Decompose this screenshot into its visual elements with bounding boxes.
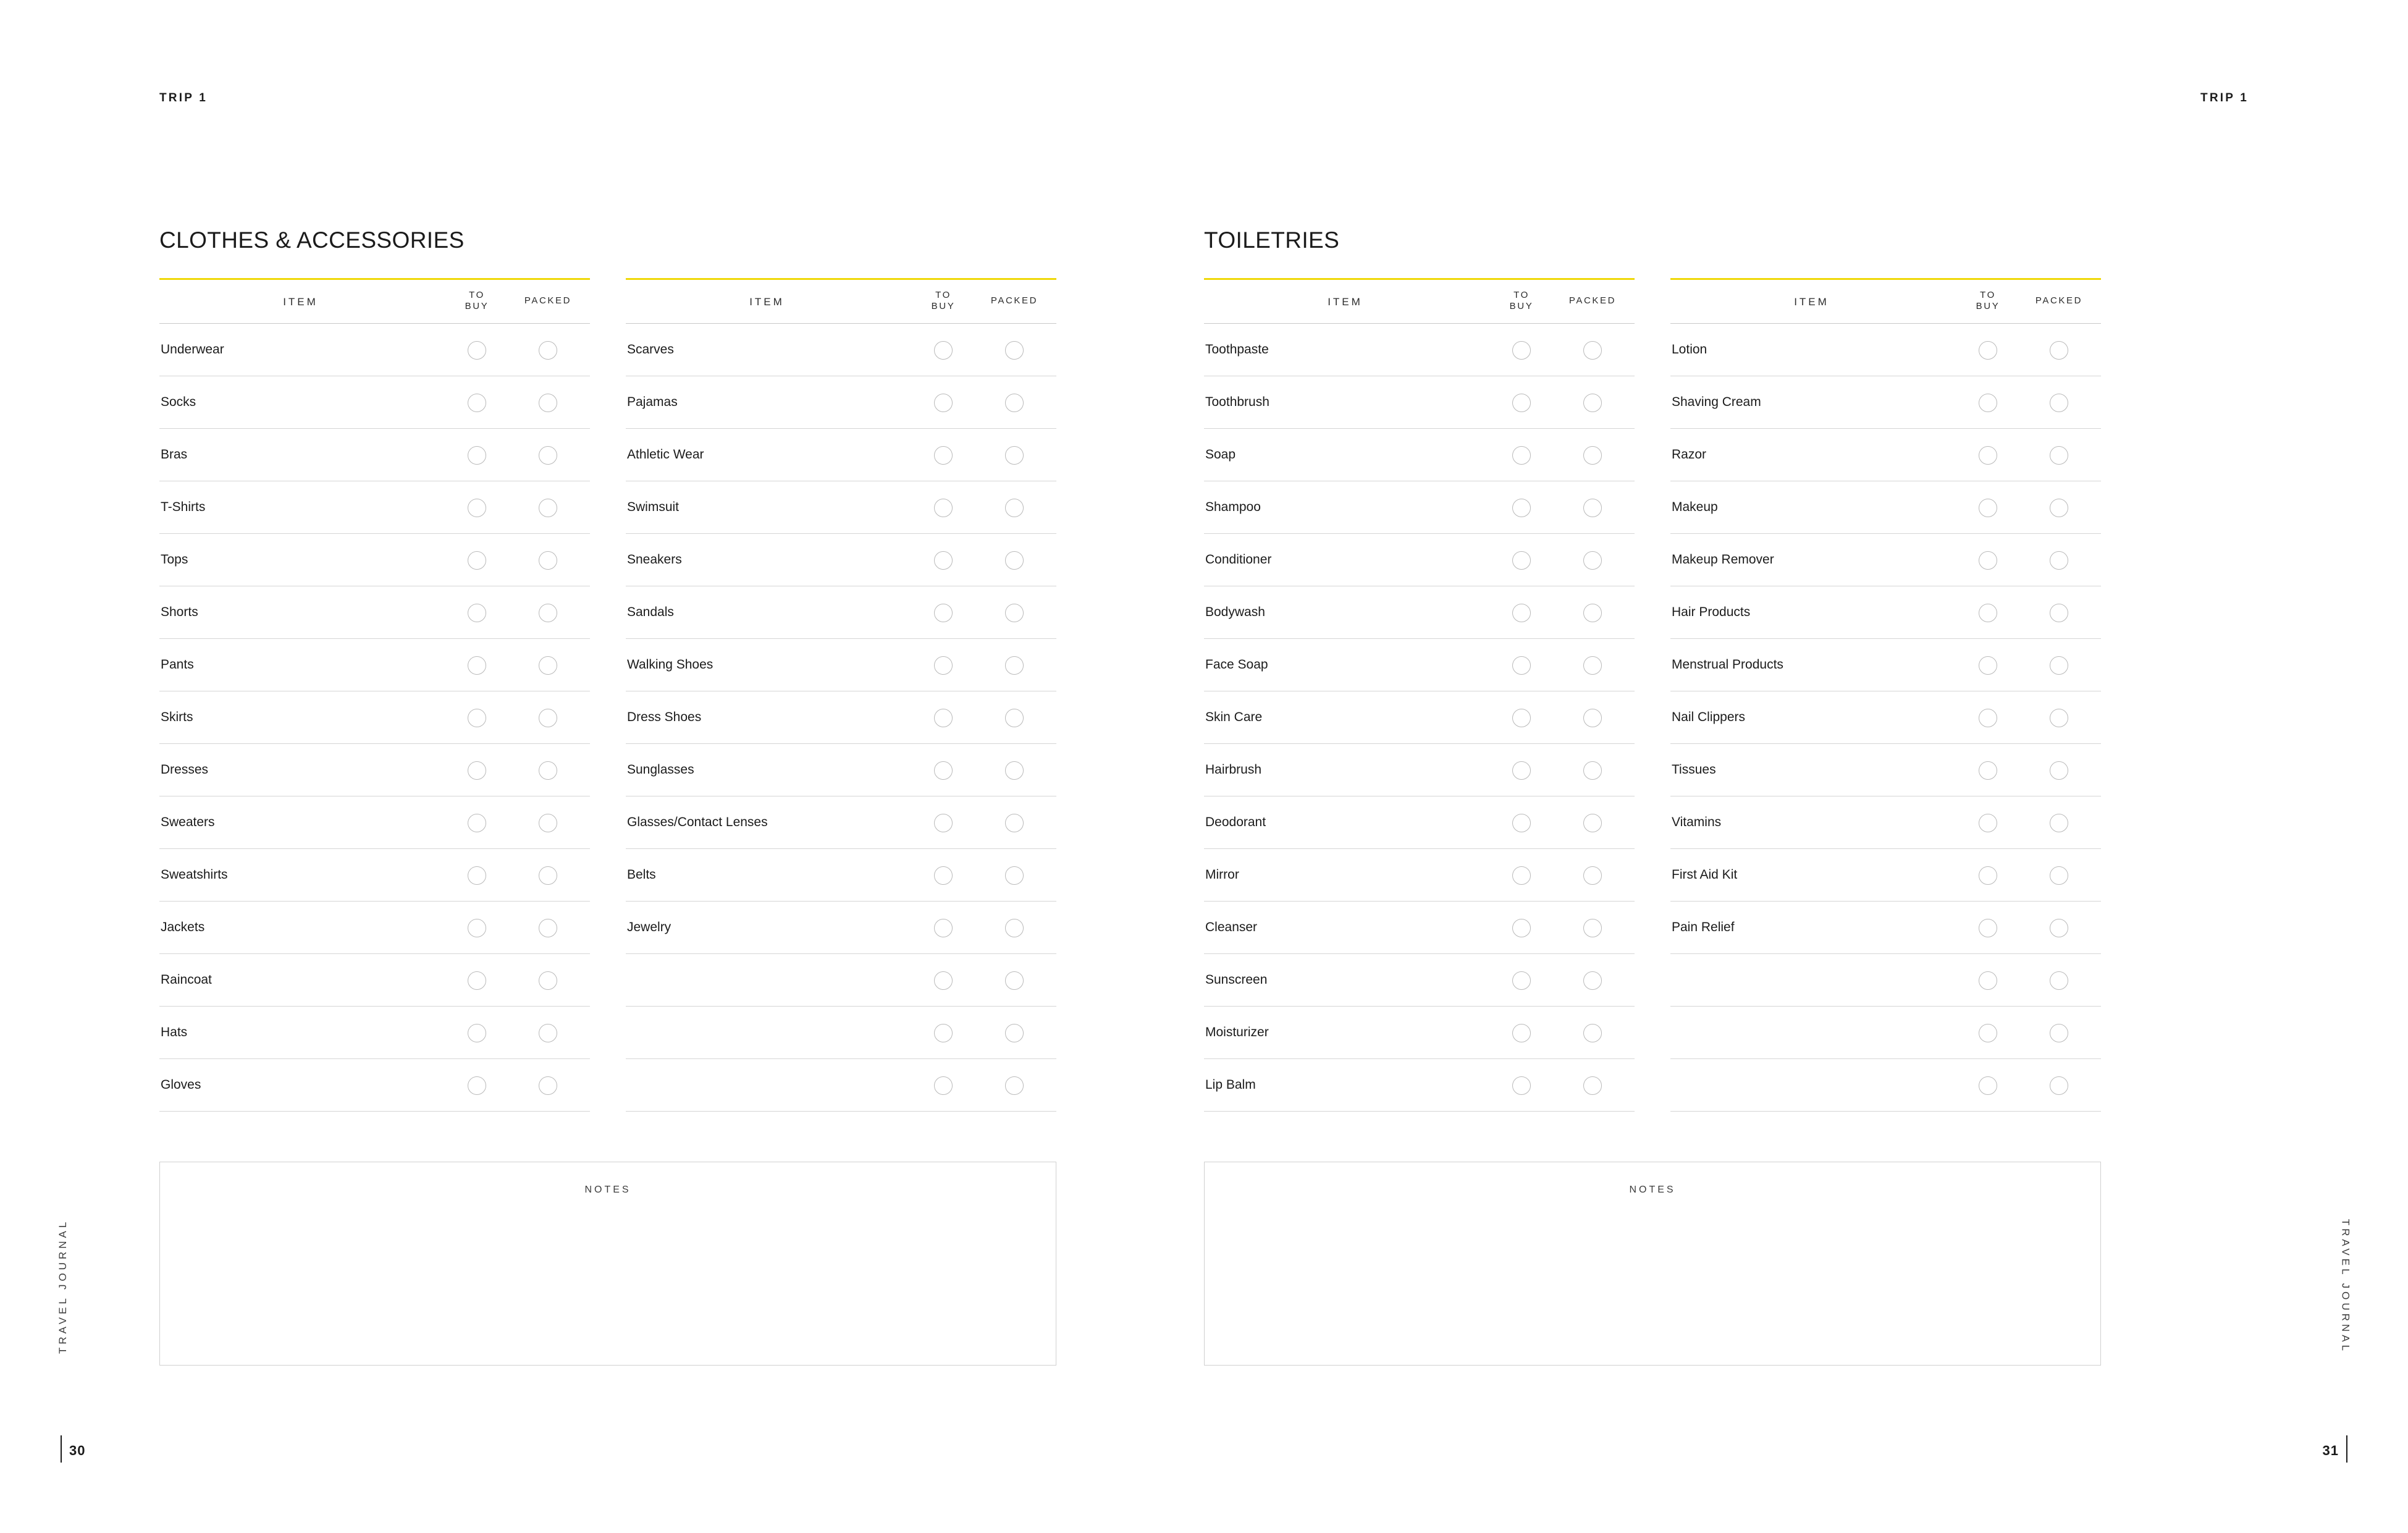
table-row (626, 849, 1056, 902)
to-buy-checkbox[interactable] (934, 761, 953, 780)
packed-checkbox[interactable] (1005, 866, 1024, 885)
to-buy-checkbox[interactable] (1979, 971, 1997, 990)
table-row (1670, 691, 2101, 744)
table-row (159, 849, 590, 902)
item-label: Jewelry (627, 920, 671, 934)
checklist-column-clothes-1 (159, 278, 590, 1112)
packed-checkbox[interactable] (1005, 394, 1024, 412)
to-buy-checkbox[interactable] (468, 761, 486, 780)
to-buy-checkbox[interactable] (934, 499, 953, 517)
to-buy-checkbox[interactable] (1512, 709, 1531, 727)
table-row (1204, 481, 1635, 534)
packed-checkbox[interactable] (539, 446, 557, 465)
page-title-right: TOILETRIES (1204, 227, 1340, 253)
packed-checkbox[interactable] (1583, 761, 1602, 780)
header-item: ITEM (283, 296, 318, 308)
packed-checkbox[interactable] (539, 814, 557, 832)
table-row (159, 376, 590, 429)
header-to-buy-line2: BUY (1976, 301, 2000, 311)
to-buy-checkbox[interactable] (1512, 604, 1531, 622)
column-header (159, 278, 590, 324)
side-label-left: TRAVEL JOURNAL (57, 1218, 69, 1354)
table-row (1204, 376, 1635, 429)
header-to-buy (1966, 290, 2010, 312)
table-row (1670, 534, 2101, 586)
packed-checkbox[interactable] (539, 499, 557, 517)
to-buy-checkbox[interactable] (1979, 551, 1997, 570)
to-buy-checkbox[interactable] (1979, 866, 1997, 885)
notes-label: NOTES (1629, 1185, 1676, 1195)
item-label: Glasses/Contact Lenses (627, 815, 768, 829)
item-label: T-Shirts (161, 500, 206, 514)
to-buy-checkbox[interactable] (1512, 1076, 1531, 1095)
to-buy-checkbox[interactable] (1979, 919, 1997, 937)
header-packed: PACKED (990, 295, 1038, 306)
to-buy-checkbox[interactable] (1979, 761, 1997, 780)
column-header (1670, 278, 2101, 324)
item-label: Gloves (161, 1078, 201, 1092)
packed-checkbox[interactable] (539, 604, 557, 622)
item-label: Mirror (1205, 868, 1239, 882)
page-title-left: CLOTHES & ACCESSORIES (159, 227, 465, 253)
packed-checkbox[interactable] (1005, 971, 1024, 990)
item-label: Sunscreen (1205, 973, 1268, 987)
item-label: Menstrual Products (1672, 657, 1783, 672)
item-label: Toothpaste (1205, 342, 1269, 357)
page-number-rule-right (2346, 1435, 2347, 1463)
packed-checkbox[interactable] (1583, 1076, 1602, 1095)
page-number-rule-left (61, 1435, 62, 1463)
item-label: Lotion (1672, 342, 1707, 357)
column-header (626, 278, 1056, 324)
to-buy-checkbox[interactable] (1979, 814, 1997, 832)
table-row (1670, 954, 2101, 1007)
to-buy-checkbox[interactable] (934, 341, 953, 360)
to-buy-checkbox[interactable] (934, 1024, 953, 1042)
to-buy-checkbox[interactable] (934, 971, 953, 990)
notes-label: NOTES (584, 1185, 631, 1195)
packed-checkbox[interactable] (1005, 919, 1024, 937)
packed-checkbox[interactable] (2050, 394, 2068, 412)
header-packed: PACKED (1568, 295, 1617, 306)
to-buy-checkbox[interactable] (468, 446, 486, 465)
packed-checkbox[interactable] (2050, 971, 2068, 990)
table-row (159, 481, 590, 534)
table-row (1204, 639, 1635, 691)
table-row (1670, 481, 2101, 534)
table-row (159, 586, 590, 639)
to-buy-checkbox[interactable] (1979, 1024, 1997, 1042)
item-label: Sandals (627, 605, 674, 619)
table-row (1204, 796, 1635, 849)
header-item: ITEM (749, 296, 785, 308)
table-row (626, 376, 1056, 429)
checklist-columns-right (1204, 278, 2101, 1112)
item-label: Shorts (161, 605, 198, 619)
to-buy-checkbox[interactable] (1979, 446, 1997, 465)
item-label: First Aid Kit (1672, 868, 1738, 882)
packed-checkbox[interactable] (539, 656, 557, 675)
item-label: Shaving Cream (1672, 395, 1761, 409)
table-row (626, 796, 1056, 849)
table-row (159, 1007, 590, 1059)
to-buy-checkbox[interactable] (468, 919, 486, 937)
table-row (626, 324, 1056, 376)
header-to-buy-line2: BUY (1509, 301, 1534, 311)
packed-checkbox[interactable] (539, 1076, 557, 1095)
to-buy-checkbox[interactable] (1979, 341, 1997, 360)
item-label: Athletic Wear (627, 447, 704, 462)
to-buy-checkbox[interactable] (468, 1076, 486, 1095)
packed-checkbox[interactable] (2050, 1076, 2068, 1095)
table-row (1670, 902, 2101, 954)
table-row (1670, 796, 2101, 849)
item-label: Makeup (1672, 500, 1718, 514)
packed-checkbox[interactable] (1005, 499, 1024, 517)
table-row (1204, 744, 1635, 796)
packed-checkbox[interactable] (2050, 499, 2068, 517)
table-row (1204, 429, 1635, 481)
item-label: Soap (1205, 447, 1236, 462)
table-row (159, 429, 590, 481)
page-number-right: 31 (2322, 1443, 2339, 1458)
item-label: Face Soap (1205, 657, 1268, 672)
to-buy-checkbox[interactable] (1512, 761, 1531, 780)
packed-checkbox[interactable] (1583, 446, 1602, 465)
to-buy-checkbox[interactable] (1979, 709, 1997, 727)
item-label: Bras (161, 447, 188, 462)
item-label: Jackets (161, 920, 205, 934)
to-buy-checkbox[interactable] (468, 499, 486, 517)
to-buy-checkbox[interactable] (1512, 446, 1531, 465)
item-label: Lip Balm (1205, 1078, 1256, 1092)
notes-box-right[interactable] (1204, 1162, 2101, 1366)
to-buy-checkbox[interactable] (1979, 499, 1997, 517)
item-label: Belts (627, 868, 656, 882)
packed-checkbox[interactable] (539, 709, 557, 727)
to-buy-checkbox[interactable] (468, 1024, 486, 1042)
to-buy-checkbox[interactable] (468, 341, 486, 360)
item-label: Sweatshirts (161, 868, 228, 882)
table-row (626, 639, 1056, 691)
to-buy-checkbox[interactable] (934, 919, 953, 937)
table-row (1204, 902, 1635, 954)
packed-checkbox[interactable] (1005, 604, 1024, 622)
checklist-column-toiletries-2 (1670, 278, 2101, 1112)
table-row (159, 324, 590, 376)
packed-checkbox[interactable] (2050, 814, 2068, 832)
to-buy-checkbox[interactable] (934, 446, 953, 465)
to-buy-checkbox[interactable] (468, 971, 486, 990)
packed-checkbox[interactable] (1005, 761, 1024, 780)
table-row (1670, 849, 2101, 902)
packed-checkbox[interactable] (539, 866, 557, 885)
table-row (1204, 849, 1635, 902)
table-row (626, 902, 1056, 954)
packed-checkbox[interactable] (2050, 1024, 2068, 1042)
item-label: Shampoo (1205, 500, 1261, 514)
item-label: Raincoat (161, 973, 212, 987)
to-buy-checkbox[interactable] (1512, 814, 1531, 832)
packed-checkbox[interactable] (1583, 971, 1602, 990)
packed-checkbox[interactable] (1005, 446, 1024, 465)
item-label: Bodywash (1205, 605, 1265, 619)
item-label: Dress Shoes (627, 710, 702, 724)
table-row (1670, 324, 2101, 376)
item-label: Pajamas (627, 395, 678, 409)
item-label: Socks (161, 395, 196, 409)
right-page (1204, 0, 2408, 1533)
item-label: Sweaters (161, 815, 215, 829)
table-row (626, 691, 1056, 744)
table-row (159, 902, 590, 954)
to-buy-checkbox[interactable] (468, 656, 486, 675)
table-row (159, 744, 590, 796)
table-row (1204, 534, 1635, 586)
running-head-left: TRIP 1 (159, 91, 208, 104)
table-row (1204, 1059, 1635, 1112)
header-to-buy-line2: BUY (465, 301, 489, 311)
to-buy-checkbox[interactable] (1979, 656, 1997, 675)
to-buy-checkbox[interactable] (1512, 499, 1531, 517)
table-row (159, 796, 590, 849)
item-label: Walking Shoes (627, 657, 714, 672)
item-label: Sunglasses (627, 762, 694, 777)
running-head-right: TRIP 1 (2200, 91, 2249, 104)
table-row (159, 954, 590, 1007)
to-buy-checkbox[interactable] (468, 709, 486, 727)
table-row (626, 534, 1056, 586)
header-item: ITEM (1794, 296, 1829, 308)
item-label: Vitamins (1672, 815, 1722, 829)
header-to-buy (1500, 290, 1543, 312)
item-label: Hair Products (1672, 605, 1751, 619)
packed-checkbox[interactable] (1583, 499, 1602, 517)
item-label: Pain Relief (1672, 920, 1735, 934)
item-label: Sneakers (627, 552, 682, 567)
checklist-column-toiletries-1 (1204, 278, 1635, 1112)
item-label: Hats (161, 1025, 188, 1039)
to-buy-checkbox[interactable] (468, 551, 486, 570)
to-buy-checkbox[interactable] (1512, 551, 1531, 570)
item-label: Razor (1672, 447, 1707, 462)
packed-checkbox[interactable] (2050, 656, 2068, 675)
header-to-buy (455, 290, 499, 312)
table-row (626, 744, 1056, 796)
to-buy-checkbox[interactable] (1512, 656, 1531, 675)
table-row (1670, 1007, 2101, 1059)
header-packed: PACKED (2035, 295, 2083, 306)
packed-checkbox[interactable] (1005, 1024, 1024, 1042)
table-row (1204, 691, 1635, 744)
table-row (626, 429, 1056, 481)
packed-checkbox[interactable] (2050, 341, 2068, 360)
packed-checkbox[interactable] (1005, 1076, 1024, 1095)
item-label: Makeup Remover (1672, 552, 1774, 567)
packed-checkbox[interactable] (1583, 919, 1602, 937)
table-row (1204, 1007, 1635, 1059)
to-buy-checkbox[interactable] (1979, 604, 1997, 622)
to-buy-checkbox[interactable] (468, 604, 486, 622)
packed-checkbox[interactable] (1583, 1024, 1602, 1042)
header-to-buy-line1: TO (469, 290, 485, 300)
table-row (626, 954, 1056, 1007)
item-label: Skirts (161, 710, 193, 724)
item-label: Swimsuit (627, 500, 680, 514)
packed-checkbox[interactable] (1583, 814, 1602, 832)
table-row (1204, 586, 1635, 639)
to-buy-checkbox[interactable] (934, 656, 953, 675)
to-buy-checkbox[interactable] (1979, 394, 1997, 412)
item-label: Conditioner (1205, 552, 1272, 567)
to-buy-checkbox[interactable] (934, 709, 953, 727)
packed-checkbox[interactable] (539, 971, 557, 990)
to-buy-checkbox[interactable] (1979, 1076, 1997, 1095)
to-buy-checkbox[interactable] (468, 814, 486, 832)
table-row (159, 1059, 590, 1112)
item-label: Skin Care (1205, 710, 1263, 724)
to-buy-checkbox[interactable] (934, 1076, 953, 1095)
side-label-right: TRAVEL JOURNAL (2339, 1218, 2351, 1354)
packed-checkbox[interactable] (1583, 709, 1602, 727)
table-row (1670, 744, 2101, 796)
table-row (159, 691, 590, 744)
header-to-buy-line1: TO (935, 290, 951, 300)
to-buy-checkbox[interactable] (1512, 1024, 1531, 1042)
packed-checkbox[interactable] (2050, 604, 2068, 622)
to-buy-checkbox[interactable] (934, 394, 953, 412)
to-buy-checkbox[interactable] (1512, 394, 1531, 412)
to-buy-checkbox[interactable] (934, 604, 953, 622)
item-label: Tops (161, 552, 188, 567)
packed-checkbox[interactable] (1583, 341, 1602, 360)
to-buy-checkbox[interactable] (468, 866, 486, 885)
packed-checkbox[interactable] (1583, 394, 1602, 412)
packed-checkbox[interactable] (1583, 656, 1602, 675)
table-row (1204, 954, 1635, 1007)
item-label: Hairbrush (1205, 762, 1262, 777)
packed-checkbox[interactable] (2050, 761, 2068, 780)
header-to-buy-line2: BUY (931, 301, 956, 311)
header-to-buy-line1: TO (1513, 290, 1530, 300)
table-row (1670, 376, 2101, 429)
table-row (159, 639, 590, 691)
to-buy-checkbox[interactable] (1512, 971, 1531, 990)
packed-checkbox[interactable] (1005, 551, 1024, 570)
packed-checkbox[interactable] (2050, 551, 2068, 570)
table-row (626, 586, 1056, 639)
table-row (1670, 639, 2101, 691)
packed-checkbox[interactable] (1005, 814, 1024, 832)
packed-checkbox[interactable] (539, 761, 557, 780)
table-row (159, 534, 590, 586)
item-label: Dresses (161, 762, 209, 777)
page-number-left: 30 (69, 1443, 86, 1458)
table-row (626, 481, 1056, 534)
item-label: Scarves (627, 342, 674, 357)
to-buy-checkbox[interactable] (1512, 919, 1531, 937)
header-to-buy (922, 290, 965, 312)
column-header (1204, 278, 1635, 324)
table-row (1204, 324, 1635, 376)
packed-checkbox[interactable] (1583, 551, 1602, 570)
packed-checkbox[interactable] (1583, 866, 1602, 885)
checklist-column-clothes-2 (626, 278, 1056, 1112)
to-buy-checkbox[interactable] (1512, 866, 1531, 885)
to-buy-checkbox[interactable] (934, 866, 953, 885)
packed-checkbox[interactable] (539, 919, 557, 937)
to-buy-checkbox[interactable] (1512, 341, 1531, 360)
packed-checkbox[interactable] (2050, 866, 2068, 885)
to-buy-checkbox[interactable] (934, 814, 953, 832)
notes-box-left[interactable] (159, 1162, 1056, 1366)
packed-checkbox[interactable] (2050, 446, 2068, 465)
packed-checkbox[interactable] (2050, 919, 2068, 937)
packed-checkbox[interactable] (539, 394, 557, 412)
item-label: Deodorant (1205, 815, 1266, 829)
packed-checkbox[interactable] (539, 1024, 557, 1042)
item-label: Tissues (1672, 762, 1716, 777)
item-label: Pants (161, 657, 194, 672)
item-label: Toothbrush (1205, 395, 1269, 409)
table-row (1670, 586, 2101, 639)
packed-checkbox[interactable] (1005, 341, 1024, 360)
packed-checkbox[interactable] (539, 551, 557, 570)
to-buy-checkbox[interactable] (468, 394, 486, 412)
header-to-buy-line1: TO (1980, 290, 1996, 300)
packed-checkbox[interactable] (2050, 709, 2068, 727)
to-buy-checkbox[interactable] (934, 551, 953, 570)
item-label: Nail Clippers (1672, 710, 1746, 724)
packed-checkbox[interactable] (1583, 604, 1602, 622)
table-row (626, 1007, 1056, 1059)
item-label: Moisturizer (1205, 1025, 1269, 1039)
table-row (1670, 1059, 2101, 1112)
header-packed: PACKED (524, 295, 572, 306)
header-item: ITEM (1328, 296, 1363, 308)
item-label: Underwear (161, 342, 224, 357)
table-row (1670, 429, 2101, 481)
item-label: Cleanser (1205, 920, 1258, 934)
table-row (626, 1059, 1056, 1112)
checklist-columns-left (159, 278, 1056, 1112)
packed-checkbox[interactable] (1005, 656, 1024, 675)
packed-checkbox[interactable] (1005, 709, 1024, 727)
packed-checkbox[interactable] (539, 341, 557, 360)
